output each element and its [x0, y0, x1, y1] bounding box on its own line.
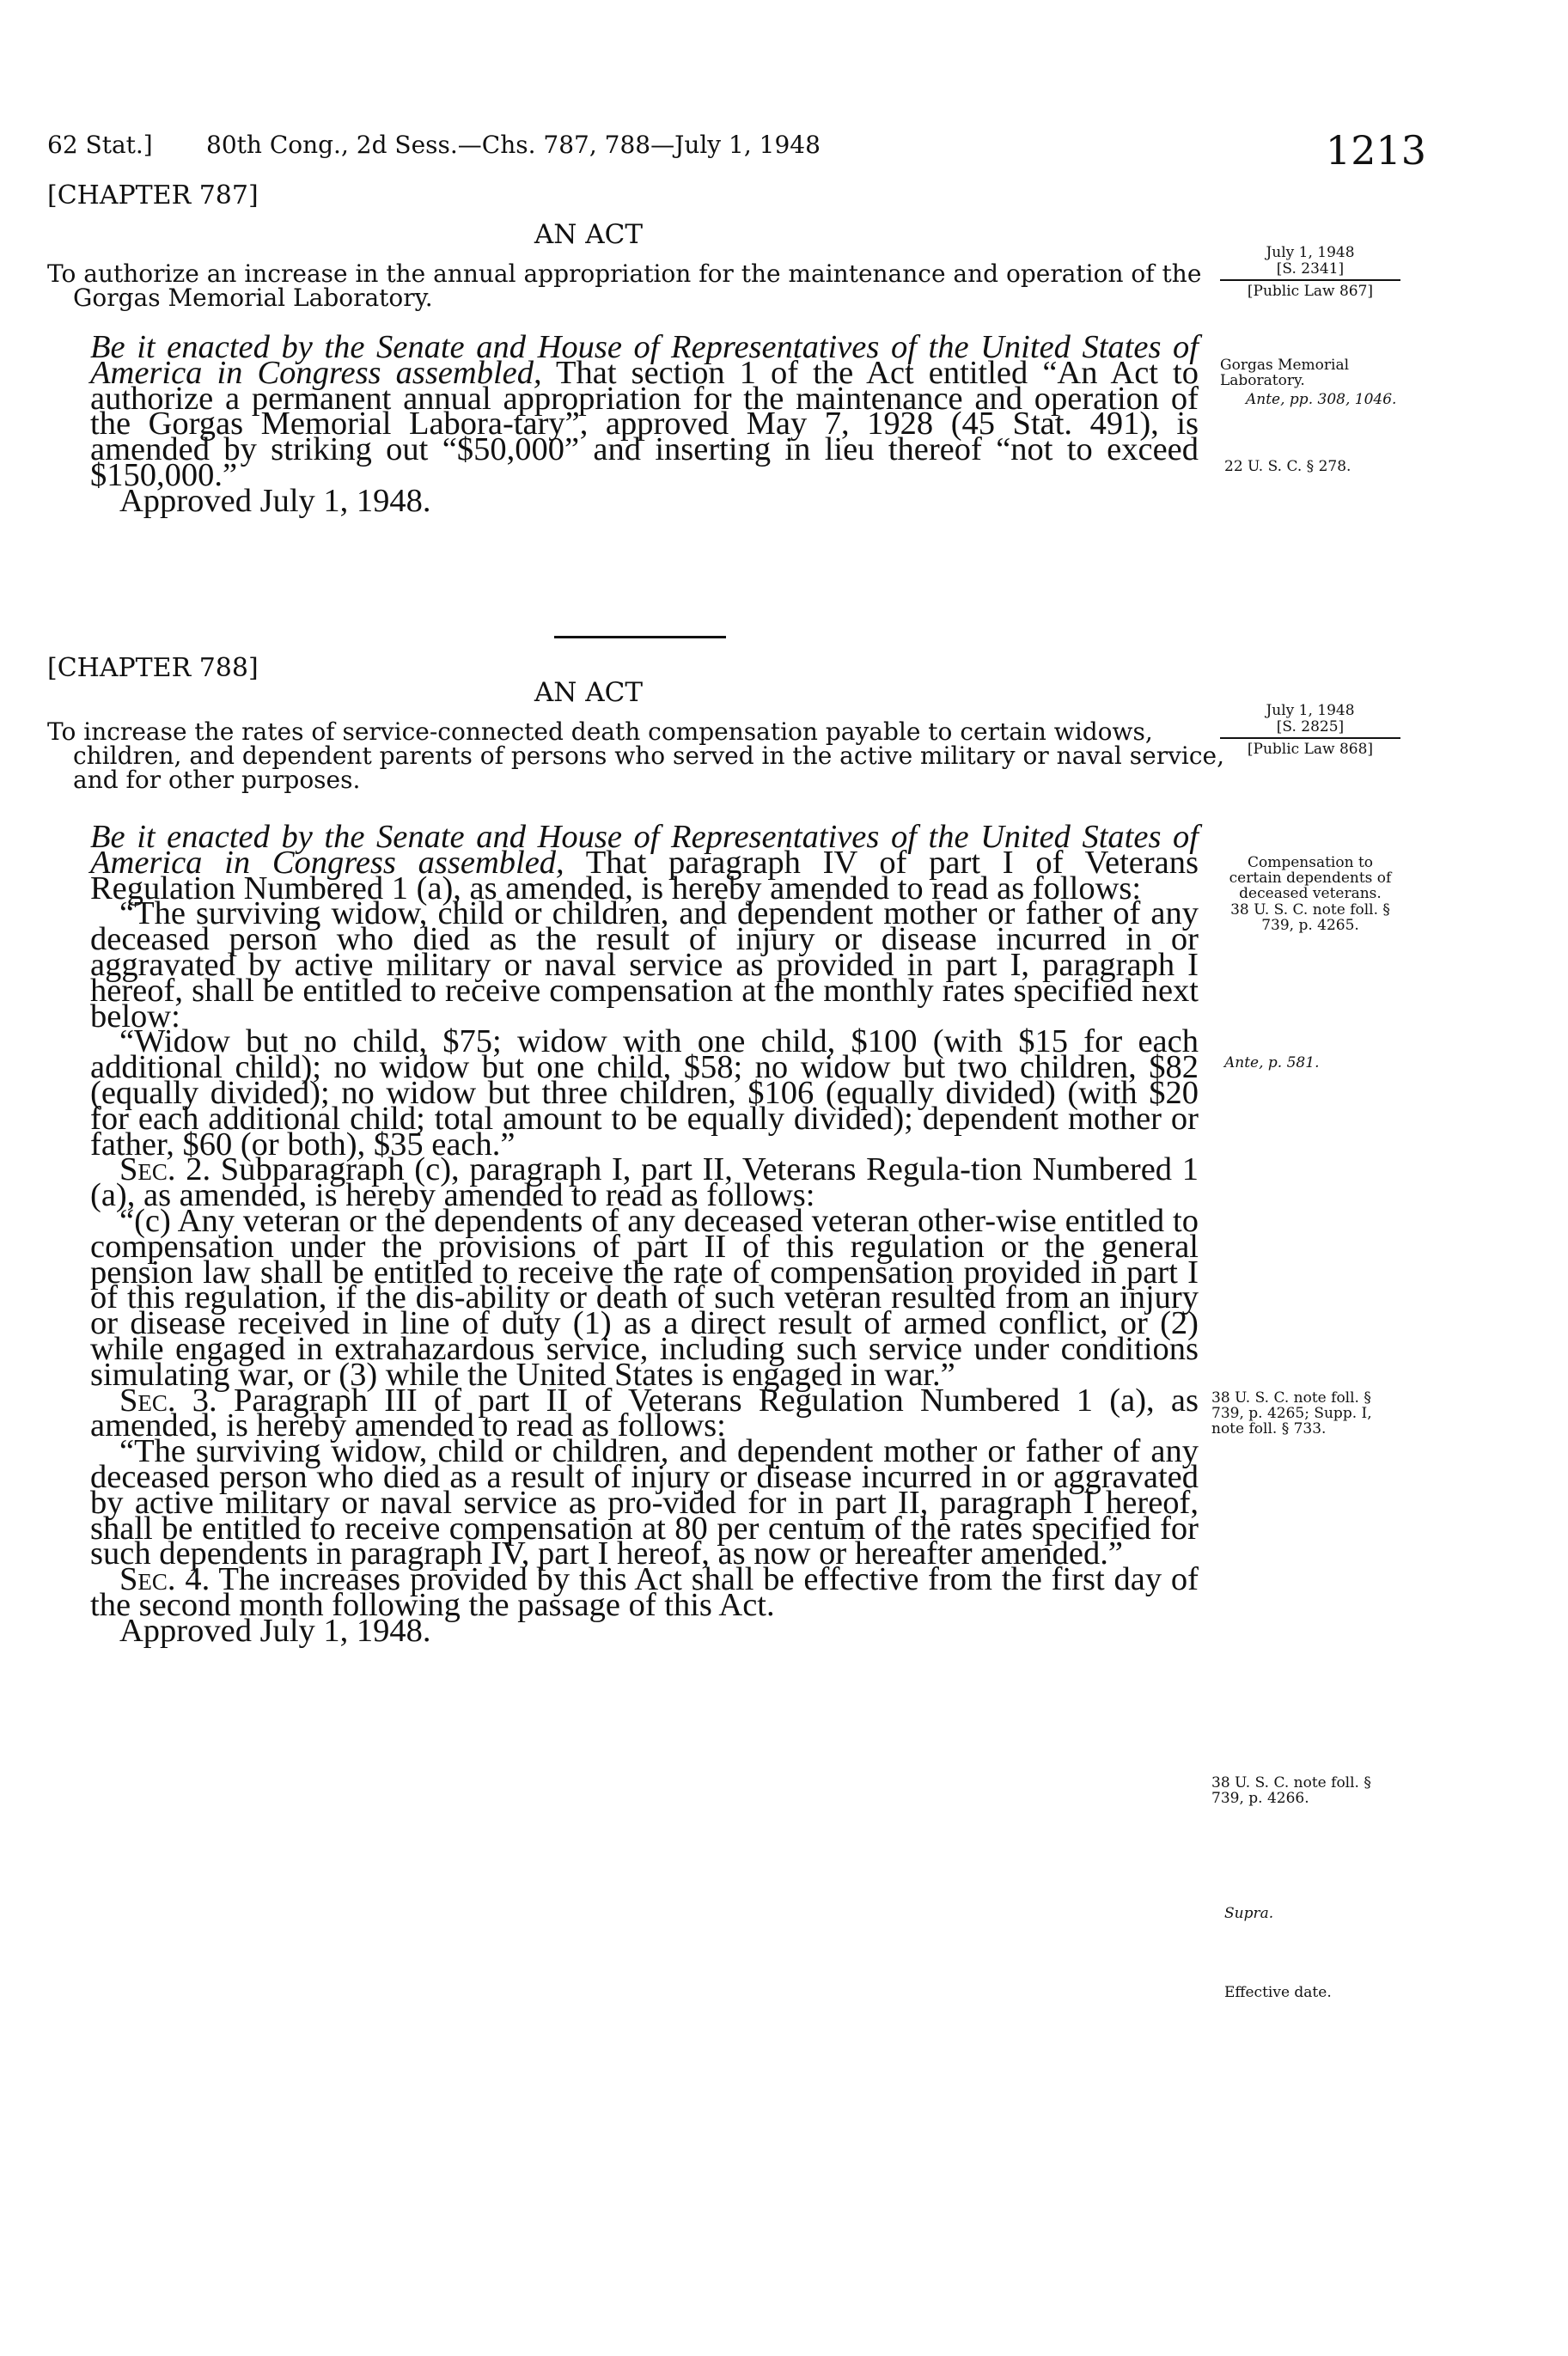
paragraph-subparagraph-c: “(c) Any veteran or the dependents of any deceased veteran other-wise entitled to compensation under the provisions of part II of this regulation or the general pension law shall be entitled to receive the rate of compensation provided in part I of this regulation, if the dis-ability or death of such veteran resulted from an injury or disease received in line of duty (1) as a direct result of armed conflict, or (2) while engaged in extrahazardous service, including such service under conditions simulating war, or (3) while the United States is engaged in war.”: [90, 1202, 1199, 1393]
chapter-788-title: To increase the rates of service-connected death compensation payable to certain widows, children, and dependent parents of persons who served in the active military or naval service, and for other purposes.: [47, 717, 1225, 794]
enacting-clause-787: [90, 329, 1199, 493]
margin-787-date: July 1, 1948: [1266, 244, 1355, 261]
margin-788-note-usc-1: 38 U. S. C. note foll. § 739, p. 4265.: [1230, 901, 1390, 934]
section-2-label: Sec. 2.: [119, 1151, 211, 1188]
section-787-text: That section 1 of the Act entitled “An Act to authorize a permanent annual appropriation for the maintenance and operation of the Gorgas Memorial Labora-tary”, approved May 7, 1928 (45 Stat. 491), is amended by striking out “$50,000” and inserting in lieu thereof “not to exceed $150,000.”: [90, 354, 1199, 493]
running-head-center: 80th Cong., 2d Sess.—Chs. 787, 788—July 1, 1948: [206, 131, 821, 159]
page-number: 1213: [1325, 127, 1426, 174]
chapter-divider: [554, 636, 726, 638]
chapter-787-text: [90, 329, 1199, 519]
margin-788-note-usc-2: 38 U. S. C. note foll. § 739, p. 4265; Supp. I, note foll. § 733.: [1211, 1389, 1372, 1437]
paragraph-part-ii: “The surviving widow, child or children, and dependent mother or father of any deceased person who died as a result of injury or disease incurred in or aggravated by active military or naval service as pro-vided for in part II, paragraph I hereof, shall be entitled to receive compensation at 80 per centum of the rates specified for such dependents in paragraph IV, part I hereof, as now or hereafter amended.”: [90, 1433, 1199, 1572]
section-4-label: Sec. 4.: [119, 1561, 210, 1598]
section-1-788-text: That paragraph IV of part I of Veterans Regulation Numbered 1 (a), as amended, is hereby amended to read as follows:: [90, 844, 1199, 906]
enacting-formula-788: Be it enacted by the Senate and House of Representatives of the United States of America in Congress assembled,: [90, 819, 1199, 881]
approved-787: Approved July 1, 1948.: [119, 482, 431, 519]
chapter-788-act-label: AN ACT: [534, 677, 644, 708]
running-head-left: 62 Stat.]: [47, 131, 153, 159]
margin-788-date: July 1, 1948: [1266, 702, 1355, 719]
section-3-text: Paragraph III of part II of Veterans Regulation Numbered 1 (a), as amended, is hereby amended to read as follows:: [90, 1382, 1199, 1444]
section-4-text: The increases provided by this Act shall be effective from the first day of the second month following the passage of this Act.: [90, 1561, 1199, 1623]
margin-788-note-supra: Supra.: [1224, 1905, 1274, 1922]
section-3-788: [90, 1382, 1199, 1444]
margin-788-note-usc-3: 38 U. S. C. note foll. § 739, p. 4266.: [1211, 1774, 1371, 1807]
margin-787-public-law: [Public Law 867]: [1247, 283, 1374, 300]
chapter-787-title: To authorize an increase in the annual appropriation for the maintenance and operation of the Gorgas Memorial Laboratory.: [47, 259, 1202, 312]
margin-788-bill: [S. 2825]: [1276, 718, 1345, 735]
margin-788-public-law: [Public Law 868]: [1247, 741, 1374, 758]
margin-788-note-compensation: Compensation to certain dependents of deceased veterans.: [1229, 854, 1392, 902]
enacting-clause-788: [90, 819, 1199, 906]
margin-788-note-effective: Effective date.: [1224, 1984, 1332, 2001]
chapter-788-heading: [CHAPTER 788]: [47, 653, 259, 683]
chapter-787-heading: [CHAPTER 787]: [47, 180, 259, 211]
margin-788-note-ante: Ante, p. 581.: [1224, 1054, 1320, 1071]
paragraph-surviving-widow: “The surviving widow, child or children, and dependent mother or father of any deceased person who died as the result of injury or disease incurred in or aggravated by active military or naval service as provided in part I, paragraph I hereof, shall be entitled to receive compensation at the monthly rates specified next below:: [90, 895, 1199, 1035]
margin-787-note-ante: Ante, pp. 308, 1046.: [1246, 391, 1397, 408]
section-4-788: [90, 1561, 1199, 1623]
approved-788: Approved July 1, 1948.: [119, 1612, 431, 1649]
chapter-787-act-label: AN ACT: [534, 219, 644, 250]
margin-788-rule: [1220, 737, 1400, 739]
margin-787-note-gorgas: Gorgas Memorial Laboratory.: [1220, 357, 1350, 389]
section-2-788: [90, 1151, 1199, 1214]
chapter-788-text: [90, 819, 1199, 1649]
section-3-label: Sec. 3.: [119, 1382, 217, 1419]
paragraph-rates: “Widow but no child, $75; widow with one child, $100 (with $15 for each additional child); no widow but one child, $58; no widow but two children, $82 (equally divided); no widow but three children, $106 (equally divided) (with $20 for each additional child; total amount to be equally divided); dependent mother or father, $60 (or both), $35 each.”: [90, 1023, 1199, 1163]
enacting-formula-787: Be it enacted by the Senate and House of Representatives of the United States of America in Congress assembled,: [90, 329, 1199, 391]
section-2-text: Subparagraph (c), paragraph I, part II, Veterans Regula-tion Numbered 1 (a), as amended, is hereby amended to read as follows:: [90, 1151, 1199, 1214]
margin-787-bill: [S. 2341]: [1276, 260, 1345, 278]
margin-787-rule: [1220, 279, 1400, 281]
margin-787-note-usc: 22 U. S. C. § 278.: [1224, 458, 1351, 475]
